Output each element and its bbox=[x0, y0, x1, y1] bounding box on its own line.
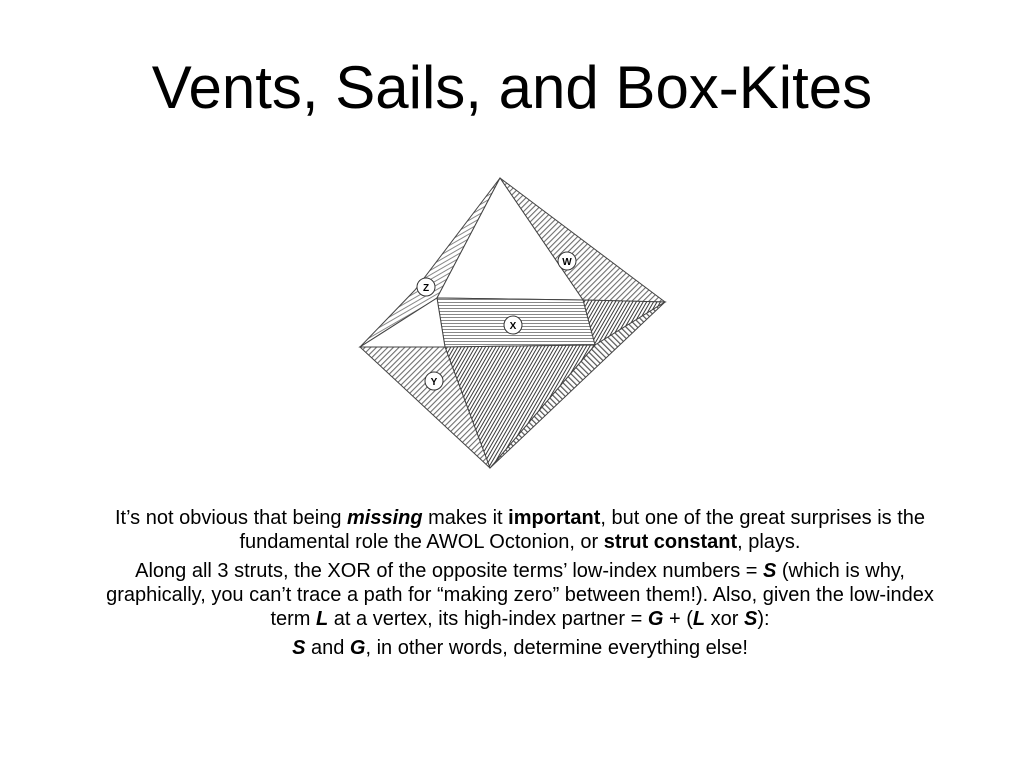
slide-title: Vents, Sails, and Box-Kites bbox=[151, 54, 873, 121]
box-kite-octahedron-figure bbox=[355, 170, 675, 470]
p2-l: L bbox=[316, 608, 329, 630]
paragraph-3 bbox=[92, 636, 948, 660]
p3-g: G bbox=[349, 637, 366, 659]
p2-s: S bbox=[763, 560, 777, 582]
p1-strut-constant: strut constant bbox=[603, 531, 738, 553]
paragraph-1 bbox=[92, 506, 948, 554]
p1-text-e: , but one of the great surprises is the fundamental role the AWOL Octonion, or bbox=[239, 507, 926, 553]
label-y bbox=[425, 372, 443, 390]
label-w bbox=[558, 252, 576, 270]
p3-text-d: , in other words, determine everything else! bbox=[365, 637, 748, 659]
label-z bbox=[417, 278, 435, 296]
slide-body bbox=[92, 506, 948, 665]
p1-important: important bbox=[508, 507, 601, 529]
p2-text-i: xor bbox=[705, 608, 744, 630]
p3-text-b: and bbox=[305, 637, 350, 659]
p2-s-2: S bbox=[743, 608, 758, 630]
paragraph-2 bbox=[92, 559, 948, 631]
svg-text:Y: Y bbox=[430, 377, 438, 388]
svg-text:Z: Z bbox=[422, 283, 430, 294]
p2-text-a: Along all 3 struts, the XOR of the opposite terms’ low-index numbers = bbox=[135, 560, 763, 582]
p1-missing: missing bbox=[347, 507, 423, 529]
svg-text:X: X bbox=[509, 321, 517, 332]
p2-g: G bbox=[647, 608, 664, 630]
label-x bbox=[504, 316, 522, 334]
p1-text-g: , plays. bbox=[737, 531, 801, 553]
p1-text-a: It’s not obvious that being bbox=[114, 507, 347, 529]
p2-text-e: at a vertex, its high-index partner = bbox=[328, 608, 648, 630]
p1-text-c: makes it bbox=[422, 507, 509, 529]
p2-text-g: + ( bbox=[663, 608, 693, 630]
p2-l-2: L bbox=[692, 608, 706, 630]
p3-s: S bbox=[292, 637, 306, 659]
svg-text:W: W bbox=[562, 257, 572, 268]
p2-text-c: (which is why, graphically, you can’t trace a path for “making zero” between them!). Also, given the low-index term bbox=[106, 560, 934, 630]
p2-text-k: ): bbox=[757, 608, 770, 630]
